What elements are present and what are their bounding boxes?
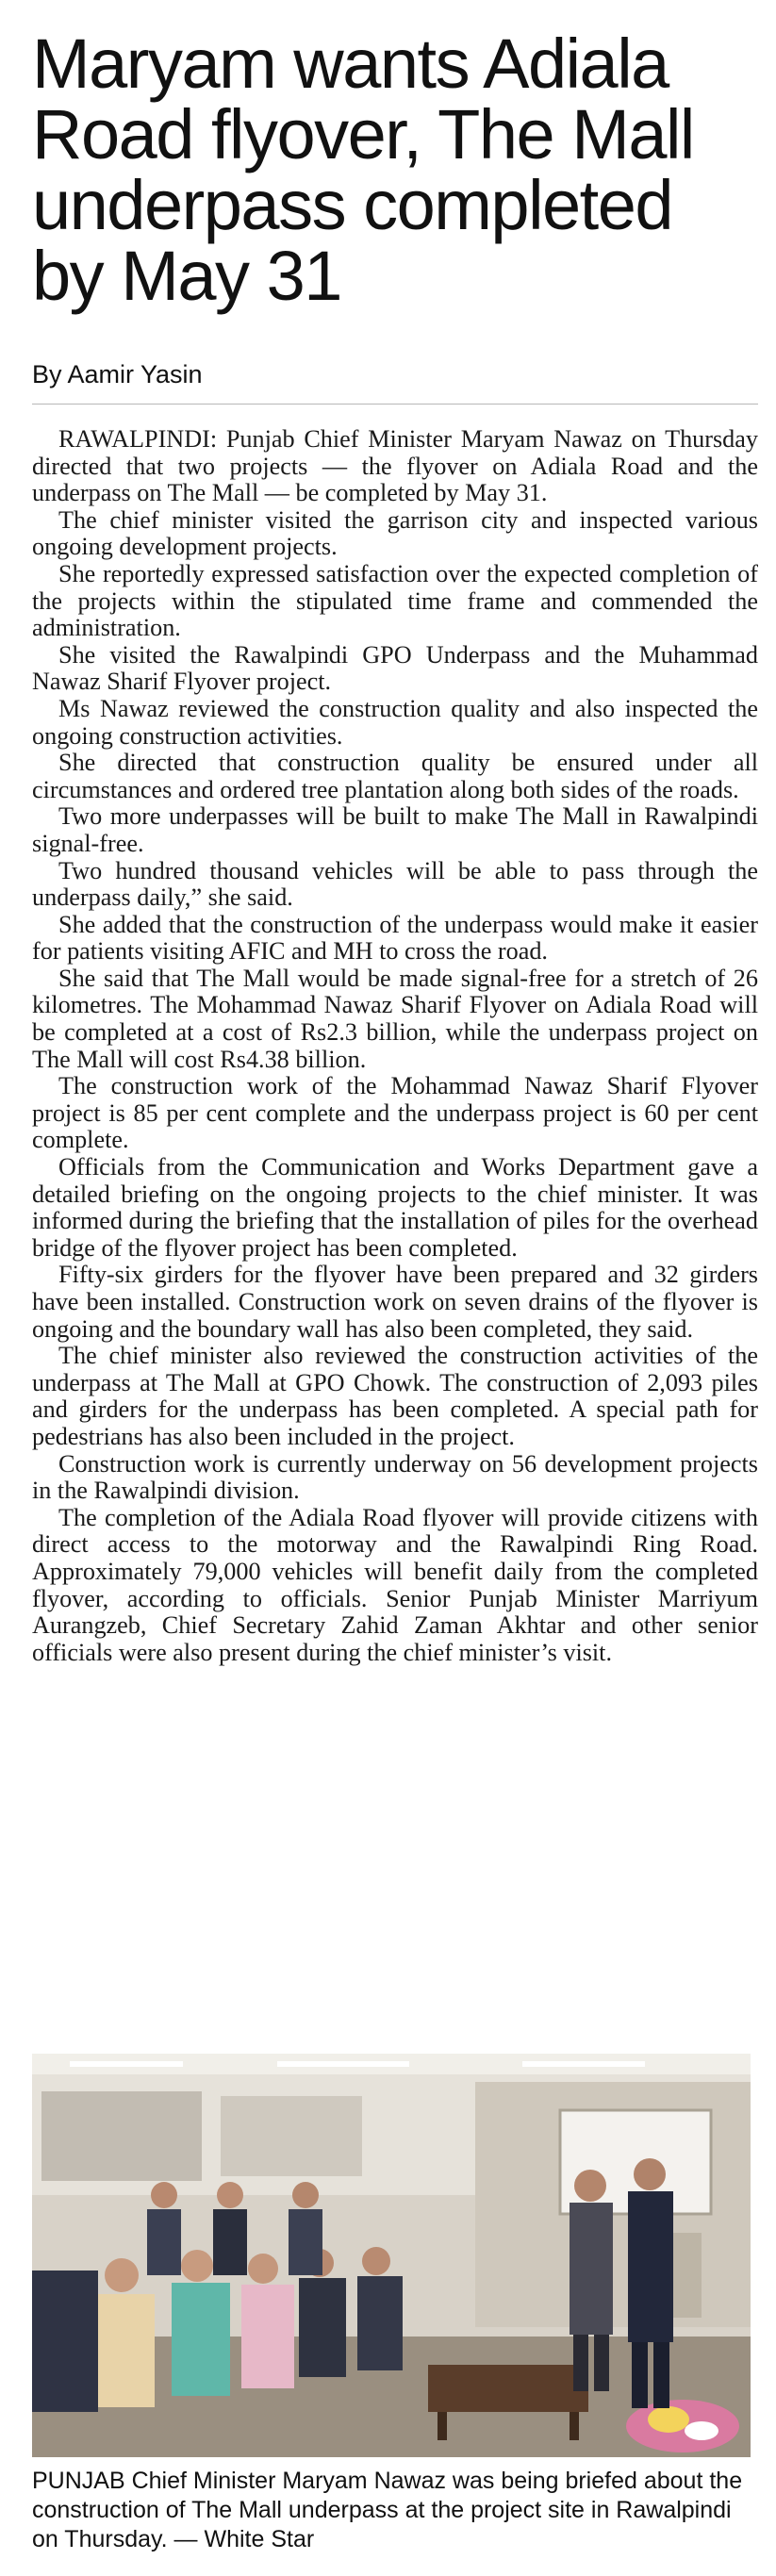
article-paragraph: She added that the construction of the underpass would make it easier for patients visiting AFIC and MH to cross the road. — [32, 910, 758, 966]
article-paragraph: Fifty-six girders for the flyover have been prepared and 32 girders have been installed. Construction work on seven drains of the flyover is ongoing and the boundary wall has also been completed, they said. — [32, 1261, 758, 1343]
article-paragraph: The chief minister also reviewed the construction activities of the underpass at The Mall at GPO Chowk. The construction of 2,093 piles and girders for the underpass has been completed. A special path for pedestrians has also been included in the project. — [32, 1342, 758, 1450]
headline: Maryam wants Adiala Road flyover, The Mall underpass completed by May 31 — [32, 25, 694, 315]
article-paragraph: The chief minister visited the garrison city and inspected various ongoing development projects. — [32, 505, 758, 561]
article-paragraph: She reportedly expressed satisfaction over the expected completion of the projects within the stipulated time frame and commended the administration. — [32, 559, 758, 642]
photo-caption: PUNJAB Chief Minister Maryam Nawaz was being briefed about the construction of The Mall underpass at the project site in Rawalpindi on Thursday. — White Star — [32, 2468, 743, 2552]
article-paragraph: She visited the Rawalpindi GPO Underpass and the Muhammad Nawaz Sharif Flyover project. — [32, 640, 758, 696]
article-paragraph: Officials from the Communication and Works Department gave a detailed briefing on the ongoing projects to the chief minister. It was informed during the briefing that the installation of piles for the overhead bridge of the flyover project has been completed. — [32, 1153, 758, 1262]
article-paragraph: Two more underpasses will be built to make The Mall in Rawalpindi signal-free. — [32, 802, 758, 857]
article-paragraph: RAWALPINDI: Punjab Chief Minister Maryam Nawaz on Thursday directed that two projects — the flyover on Adiala Road and the underpass on The Mall — be completed by May 31. — [32, 425, 758, 507]
news-photo — [32, 2054, 751, 2457]
article-paragraph: The construction work of the Mohammad Nawaz Sharif Flyover project is 85 per cent complete and the underpass project is 60 per cent complete. — [32, 1072, 758, 1154]
article-paragraph: She said that The Mall would be made signal-free for a stretch of 26 kilometres. The Mohammad Nawaz Sharif Flyover on Adiala Road will be completed at a cost of Rs2.3 billion, while the underpass project on The Mall will cost Rs4.38 billion. — [32, 964, 758, 1073]
article-body — [32, 426, 758, 1666]
article-paragraph: Construction work is currently underway on 56 development projects in the Rawalpindi division. — [32, 1449, 758, 1505]
article-paragraph: Ms Nawaz reviewed the construction quality and also inspected the ongoing construction activities. — [32, 694, 758, 750]
byline: By Aamir Yasin — [32, 360, 203, 388]
byline-divider — [32, 404, 758, 405]
article-paragraph: The completion of the Adiala Road flyover will provide citizens with direct access to the motorway and the Rawalpindi Ring Road. Approximately 79,000 vehicles will benefit daily from the completed flyover, according to officials. Senior Punjab Minister Marriyum Aurangzeb, Chief Secretary Zahid Zaman Akhtar and other senior officials were also present during the chief minister’s visit. — [32, 1503, 758, 1666]
article-paragraph: Two hundred thousand vehicles will be able to pass through the underpass daily,” she said. — [32, 856, 758, 912]
article-paragraph: She directed that construction quality be ensured under all circumstances and ordered tree plantation along both sides of the roads. — [32, 749, 758, 803]
